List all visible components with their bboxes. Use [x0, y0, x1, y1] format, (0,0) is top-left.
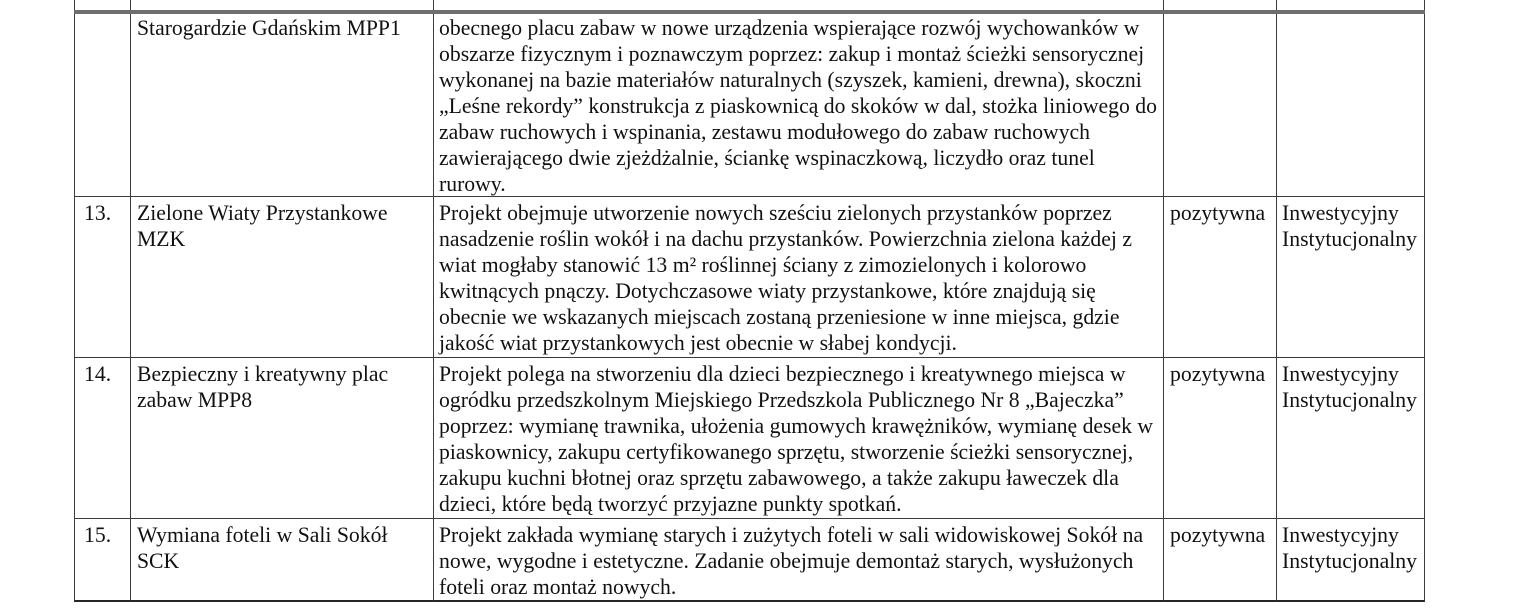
project-name-cell: Bezpieczny i kreatywny plac zabaw MPP8 — [130, 358, 433, 519]
page-break-border — [74, 10, 1425, 14]
table-row — [74, 197, 1425, 358]
project-description-cell: Projekt polega na stworzeniu dla dzieci bezpiecznego i kreatywnego miejsca w ogródku przedszkolnym Miejskiego Przedszkola Publicznego Nr 8 „Bajeczka” poprzez: wymianę trawnika, ułożenia gumowych krawężników, wymianę desek w piaskownicy, zakupu certyfikowanego sprzętu, stworzenie ścieżki sensorycznej, zakupu kuchni błotnej oraz sprzętu zabawowego, a także zakupu ławeczek dla dzieci, które będą tworzyć przyjazne punkty spotkań. — [433, 358, 1163, 519]
project-description-cell: Projekt zakłada wymianę starych i zużytych foteli w sali widowiskowej Sokół na nowe, wygodne i estetyczne. Zadanie obejmuje demontaż starych, wysłużonych foteli oraz montaż nowych. — [433, 519, 1163, 602]
project-name-cell: Zielone Wiaty Przystankowe MZK — [130, 197, 433, 358]
project-type-cell: Inwestycyjny Instytucjonalny — [1276, 197, 1425, 358]
project-type-cell: Inwestycyjny Instytucjonalny — [1276, 519, 1425, 602]
project-name-cell: Starogardzie Gdańskim MPP1 — [130, 0, 433, 197]
row-number-cell: 14. — [74, 358, 130, 519]
project-description-cell: obecnego placu zabaw w nowe urządzenia wspierające rozwój wychowanków w obszarze fizycznym i poznawczym poprzez: zakup i montaż ścieżki sensorycznej wykonanej na bazie materiałów naturalnych (szyszek, kamieni, drewna), skoczni „Leśne rekordy” konstrukcja z piaskownicą do skoków w dal, stożka liniowego do zabaw ruchowych i wspinania, zestawu modułowego do zabaw ruchowych zawierającego dwie zjeżdżalnie, ściankę wspinaczkową, liczydło oraz tunel rurowy. — [433, 0, 1163, 197]
project-description-cell: Projekt obejmuje utworzenie nowych sześciu zielonych przystanków poprzez nasadzenie roślin wokół i na dachu przystanków. Powierzchnia zielona każdej z wiat mogłaby stanowić 13 m² roślinnej ściany z zimozielonych i kolorowo kwitnących pnączy. Dotychczasowe wiaty przystankowe, które znajdują się obecnie we wskazanych miejscach zostaną przeniesione w inne miejsca, gdzie jakość wiat przystankowych jest obecnie w słabej kondycji. — [433, 197, 1163, 358]
project-type-cell — [1276, 0, 1425, 197]
row-number-cell — [74, 0, 130, 197]
projects-table — [74, 0, 1425, 602]
row-number-cell: 15. — [74, 519, 130, 602]
row-number-cell: 13. — [74, 197, 130, 358]
table-row — [74, 358, 1425, 519]
opinion-cell: pozytywna — [1163, 358, 1276, 519]
opinion-cell: pozytywna — [1163, 519, 1276, 602]
opinion-cell: pozytywna — [1163, 197, 1276, 358]
table-row — [74, 519, 1425, 602]
opinion-cell — [1163, 0, 1276, 197]
project-name-cell: Wymiana foteli w Sali Sokół SCK — [130, 519, 433, 602]
project-type-cell: Inwestycyjny Instytucjonalny — [1276, 358, 1425, 519]
table-row — [74, 0, 1425, 197]
